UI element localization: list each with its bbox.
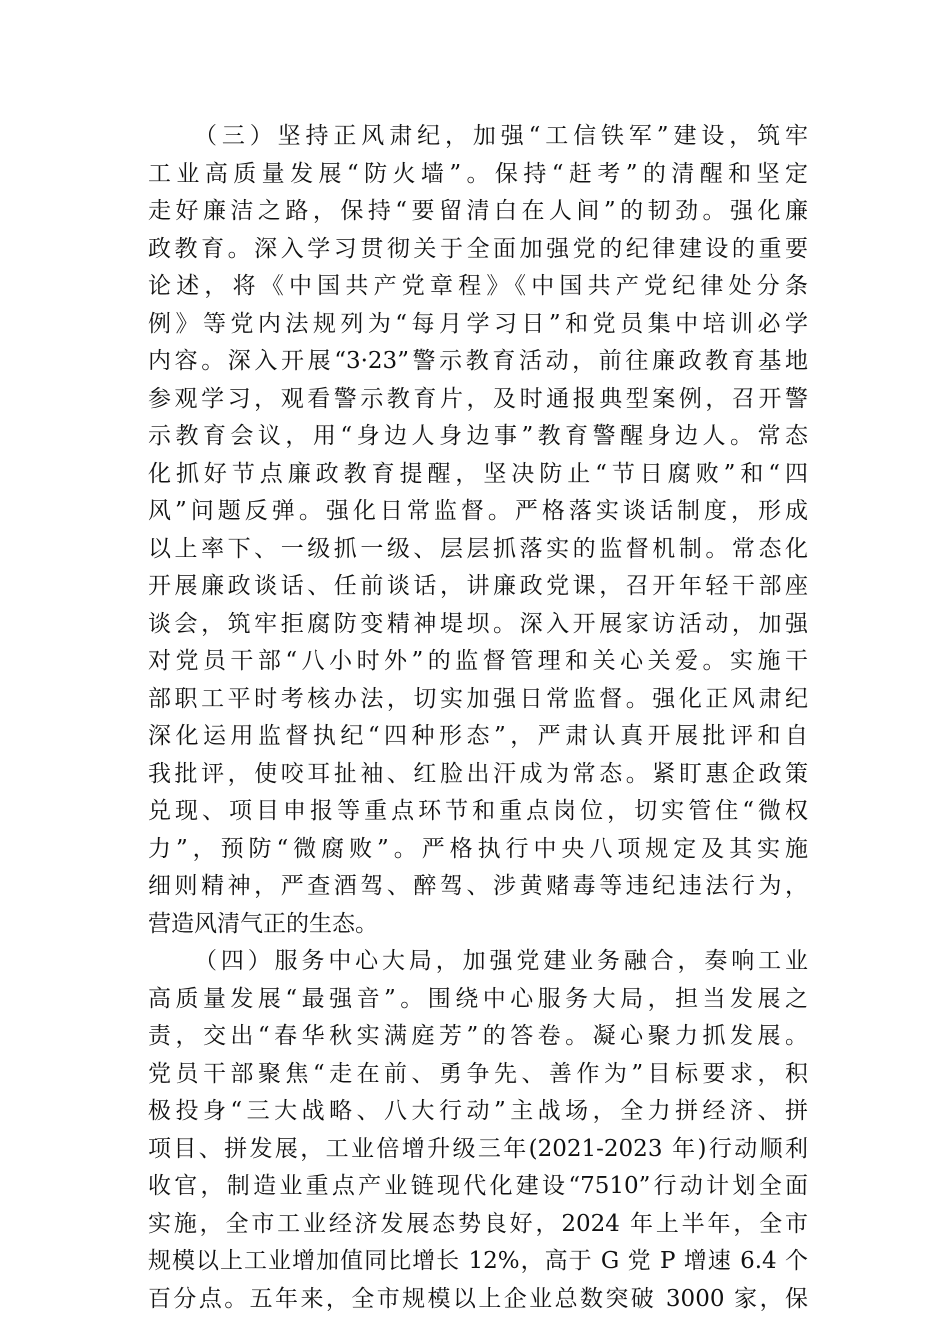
- paragraph-3: [148, 118, 808, 943]
- paragraph-line: 项目、拼发展，工业倍增升级三年(2021-2023 年)行动顺利: [148, 1135, 808, 1162]
- paragraph-line: 走好廉洁之路，保持“要留清白在人间”的韧劲。强化廉: [148, 198, 808, 224]
- paragraph-line: 对党员干部“八小时外”的监督管理和关心关爱。实施干: [148, 648, 808, 674]
- paragraph-line: 化抓好节点廉政教育提醒，坚决防止“节日腐败”和“四: [148, 460, 808, 487]
- paragraph-line: 责，交出“春华秋实满庭芳”的答卷。凝心聚力抓发展。: [148, 1023, 808, 1049]
- paragraph-line: 力”，预防“微腐败”。严格执行中央八项规定及其实施: [148, 835, 808, 862]
- paragraph-line: 深化运用监督执纪“四种形态”，严肃认真开展批评和自: [148, 723, 808, 749]
- paragraph-line: 工业高质量发展“防火墙”。保持“赶考”的清醒和坚定: [148, 160, 808, 187]
- paragraph-4: [148, 943, 808, 1318]
- paragraph-line: 风”问题反弹。强化日常监督。严格落实谈话制度，形成: [148, 498, 808, 524]
- paragraph-line: 开展廉政谈话、任前谈话，讲廉政党课，召开年轻干部座: [148, 573, 808, 599]
- paragraph-line: 我批评，使咬耳扯袖、红脸出汗成为常态。紧盯惠企政策: [148, 760, 808, 787]
- paragraph-line: 百分点。五年来，全市规模以上企业总数突破 3000 家，保: [148, 1285, 808, 1312]
- paragraph-line: 规模以上工业增加值同比增长 12%，高于 G 党 P 增速 6.4 个: [148, 1248, 808, 1274]
- paragraph-line: 论述，将《中国共产党章程》《中国共产党纪律处分条: [148, 273, 808, 299]
- paragraph-line: 营造风清气正的生态。: [148, 910, 378, 937]
- paragraph-line: 高质量发展“最强音”。围绕中心服务大局，担当发展之: [148, 985, 808, 1012]
- paragraph-line: （三）坚持正风肃纪，加强“工信铁军”建设，筑牢: [194, 123, 808, 149]
- paragraph-line: 部职工平时考核办法，切实加强日常监督。强化正风肃纪: [148, 685, 808, 712]
- paragraph-line: 实施，全市工业经济发展态势良好，2024 年上半年，全市: [148, 1210, 808, 1237]
- paragraph-line: 党员干部聚焦“走在前、勇争先、善作为”目标要求，积: [148, 1060, 808, 1087]
- document-body: [148, 118, 808, 1318]
- paragraph-line: 内容。深入开展“3·23”警示教育活动，前往廉政教育基地: [148, 348, 808, 374]
- paragraph-line: 例》等党内法规列为“每月学习日”和党员集中培训必学: [148, 310, 808, 337]
- paragraph-line: 极投身“三大战略、八大行动”主战场，全力拼经济、拼: [148, 1098, 808, 1124]
- paragraph-line: 兑现、项目申报等重点环节和重点岗位，切实管住“微权: [148, 798, 808, 824]
- paragraph-line: （四）服务中心大局，加强党建业务融合，奏响工业: [194, 948, 808, 974]
- paragraph-line: 细则精神，严查酒驾、醉驾、涉黄赌毒等违纪违法行为，: [148, 873, 808, 899]
- paragraph-line: 谈会，筑牢拒腐防变精神堤坝。深入开展家访活动，加强: [148, 610, 808, 637]
- paragraph-line: 以上率下、一级抓一级、层层抓落实的监督机制。常态化: [148, 535, 808, 562]
- paragraph-line: 参观学习，观看警示教育片，及时通报典型案例，召开警: [148, 385, 808, 412]
- paragraph-line: 收官，制造业重点产业链现代化建设“7510”行动计划全面: [148, 1173, 808, 1199]
- paragraph-line: 政教育。深入学习贯彻关于全面加强党的纪律建设的重要: [148, 235, 808, 262]
- paragraph-line: 示教育会议，用“身边人身边事”教育警醒身边人。常态: [148, 423, 808, 449]
